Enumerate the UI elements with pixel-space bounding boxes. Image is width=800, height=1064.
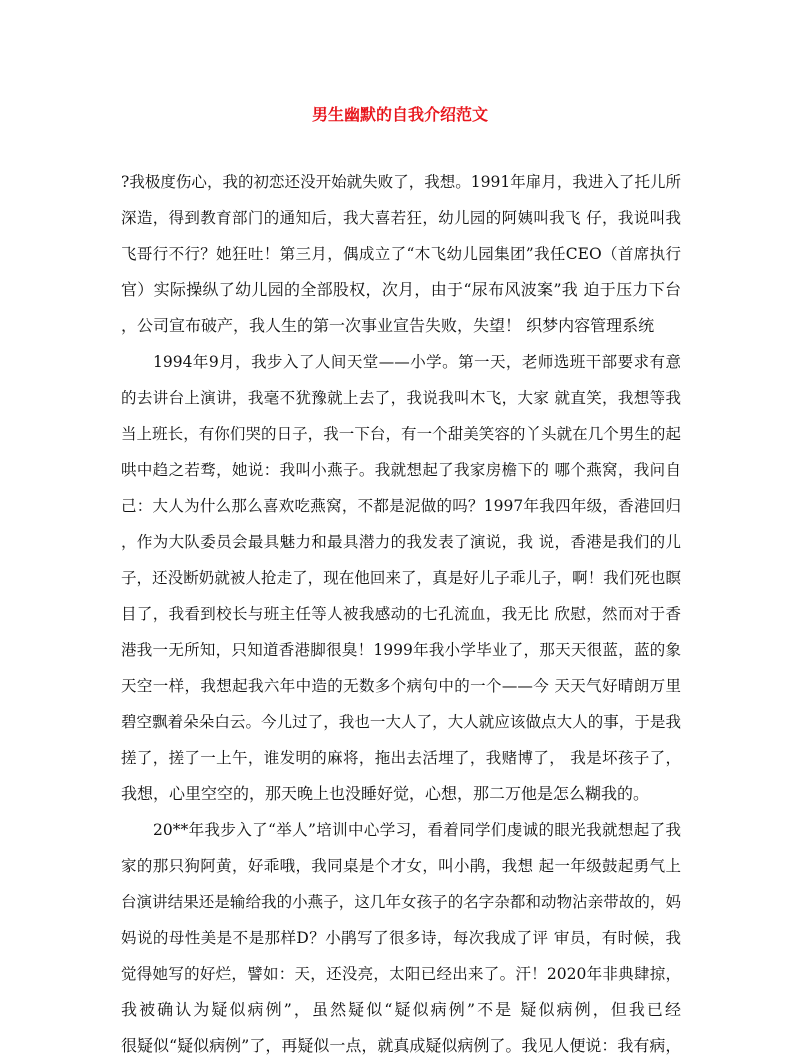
- text-line: 妈说的母性美是不是那样D？小鹃写了很多诗，每次我成了评 审员，有时候，我: [121, 929, 681, 947]
- document-title: 男生幽默的自我介绍范文: [311, 105, 488, 124]
- text-line: 我被确认为疑似病例”，虽然疑似“疑似病例”不是 疑似病例，但我已经: [121, 1000, 681, 1019]
- text-line: 搓了，搓了一上午，谁发明的麻将，拖出去活埋了，我赌博了， 我是坏孩子了，: [121, 749, 681, 767]
- text-line: 我想，心里空空的，那天晚上也没睡好觉，心想，那二万他是怎么糊我的。: [121, 784, 650, 803]
- text-line: ，作为大队委员会最具魅力和最具潜力的我发表了演说，我 说，香港是我们的儿: [121, 533, 681, 551]
- paragraph-first-line: 20**年我步入了“举人”培训中心学习，看着同学们虔诚的眼光我就想起了我: [153, 821, 681, 839]
- text-line: 飞哥行不行？她狂吐！第三月，偶成立了“木飞幼儿园集团”我任CEO（首席执行: [121, 245, 681, 263]
- text-line: 官）实际操纵了幼儿园的全部股权，次月，由于“尿布风波案”我 迫于压力下台: [121, 280, 681, 299]
- text-line: 很疑似“疑似病例”了，再疑似一点，就真成疑似病例了。我见人便说：我有病，: [121, 1036, 681, 1055]
- text-line: 台演讲结果还是输给我的小燕子，这几年女孩子的名字杂都和动物沾亲带故的，妈: [121, 893, 681, 911]
- text-line: ，公司宣布破产，我人生的第一次事业宣告失败，失望！ 织梦内容管理系统: [121, 316, 655, 335]
- text-line: 己：大人为什么那么喜欢吃燕窝，不都是泥做的吗？1997年我四年级，香港回归: [121, 497, 681, 515]
- paragraph-first-line: 1994年9月，我步入了人间天堂——小学。第一天，老师选班干部要求有意: [153, 353, 681, 371]
- text-line: 当上班长，有你们哭的日子，我一下台，有一个甜美笑容的丫头就在几个男生的起: [121, 425, 681, 443]
- text-line: 的去讲台上演讲，我毫不犹豫就上去了，我说我叫木飞，大家 就直笑，我想等我: [121, 389, 681, 407]
- text-line: 深造，得到教育部门的通知后，我大喜若狂，幼儿园的阿姨叫我飞 仔，我说叫我: [121, 209, 681, 227]
- text-line: 觉得她写的好烂，譬如：天，还没亮，太阳已经出来了。汗！2020年非典肆掠，: [121, 965, 681, 983]
- text-line: 碧空飘着朵朵白云。今儿过了，我也一大人了，大人就应该做点大人的事，于是我: [121, 713, 681, 731]
- text-line: ?我极度伤心，我的初恋还没开始就失败了，我想。1991年扉月，我进入了托儿所: [121, 173, 681, 191]
- text-line: 港我一无所知，只知道香港脚很臭！1999年我小学毕业了，那天天很蓝，蓝的象: [121, 641, 681, 659]
- text-line: 目了，我看到校长与班主任等人被我感动的七孔流血，我无比 欣慰，然而对于香: [121, 605, 681, 623]
- text-line: 哄中趋之若骛，她说：我叫小燕子。我就想起了我家房檐下的 哪个燕窝，我问自: [121, 461, 681, 479]
- text-line: 天空一样，我想起我六年中造的无数多个病句中的一个——今 天天气好晴朗万里: [121, 677, 681, 695]
- text-line: 子，还没断奶就被人抢走了，现在他回来了，真是好儿子乖儿子，啊！我们死也瞑: [121, 569, 681, 587]
- text-line: 家的那只狗阿黄，好乖哦，我同桌是个才女，叫小鹃，我想 起一年级鼓起勇气上: [121, 857, 681, 875]
